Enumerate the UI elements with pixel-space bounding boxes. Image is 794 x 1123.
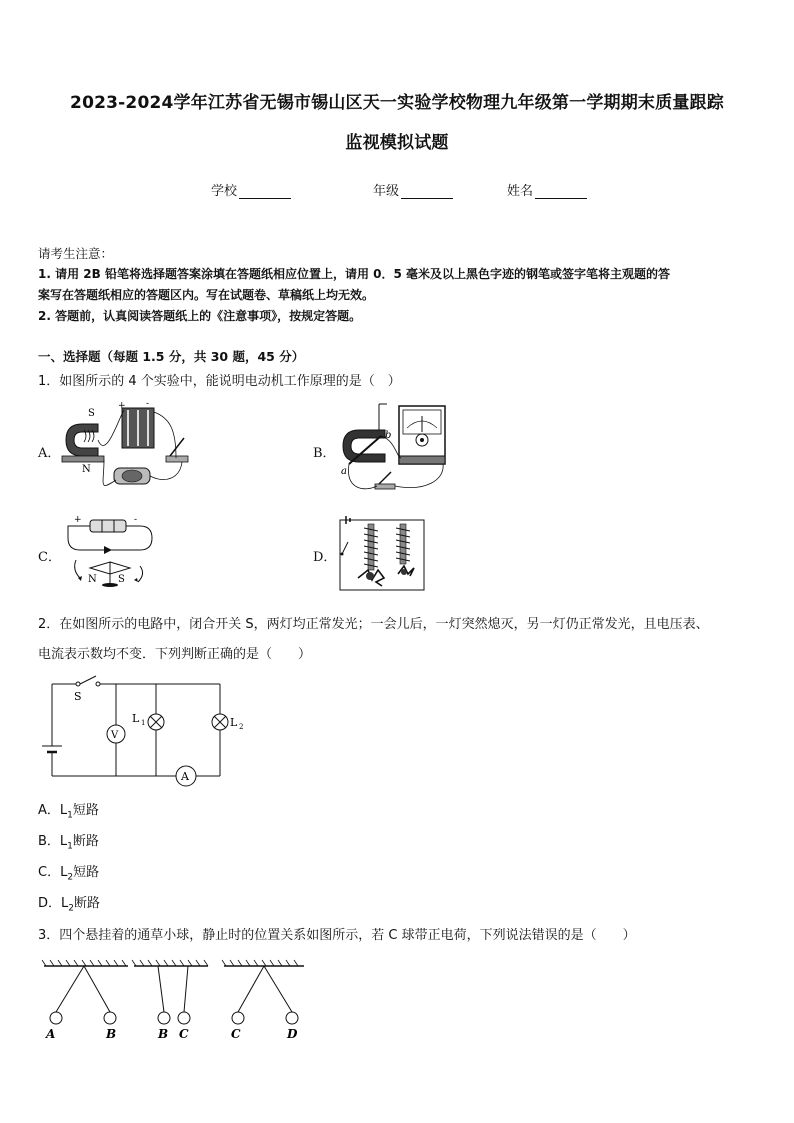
- q2-label-l1-sub: 1: [141, 719, 146, 727]
- q3-ball-label-a: A: [46, 1027, 56, 1041]
- q1-option-d-label: D．: [313, 550, 337, 565]
- q1-figure-d: [336, 512, 436, 592]
- name-blank: [535, 185, 587, 199]
- fig-c-label-s: S: [118, 574, 125, 585]
- grade-field: [373, 180, 453, 199]
- page-title-line1: 2023-2024学年江苏省无锡市锡山区天一实验学校物理九年级第一学期期末质量跟踪: [70, 93, 724, 113]
- fig-b-label-a: a: [341, 466, 347, 477]
- q1-option-c-label: C．: [38, 550, 61, 565]
- question-2-stem-line2: 电流表示数均不变．下列判断正确的是（ ）: [38, 647, 312, 662]
- grade-label: 年级: [373, 184, 400, 199]
- q3-ball-label-c2: C: [231, 1027, 241, 1041]
- notice-item1-line1: 1. 请用 2B 铅笔将选择题答案涂填在答题纸相应位置上，请用 0．5 毫米及以上黑色字迹的钢笔或签字笔将主观题的答: [38, 267, 670, 281]
- fig-a-label-s: S: [88, 408, 95, 419]
- school-blank: [239, 185, 291, 199]
- q2-voltmeter-label: V: [111, 730, 119, 741]
- school-label: 学校: [211, 184, 238, 199]
- fig-c-label-minus: -: [134, 515, 138, 525]
- q2-option-a: A．$L_1$短路: [38, 803, 99, 821]
- notice-item1-line2: 案写在答题纸相应的答题区内。写在试题卷、草稿纸上均无效。: [38, 288, 375, 302]
- q1-figure-a: [58, 400, 198, 498]
- q2-option-b: B．$L_1$断路: [38, 834, 99, 852]
- name-field: [507, 180, 587, 199]
- notice-item2: 2. 答题前，认真阅读答题纸上的《注意事项》，按规定答题。: [38, 309, 362, 323]
- q1-option-a-label: A．: [38, 446, 61, 461]
- fig-a-label-plus: +: [118, 401, 126, 411]
- q3-ball-label-d: D: [287, 1027, 298, 1041]
- fig-a-label-minus: -: [146, 400, 150, 409]
- q2-option-d: D．$L_2$断路: [38, 896, 101, 914]
- q1-figure-b: [335, 400, 455, 498]
- fig-b-label-b: b: [385, 430, 392, 441]
- q2-ammeter-label: A: [181, 770, 189, 783]
- q2-option-c: C．$L_2$短路: [38, 865, 100, 883]
- question-1-stem: 1．如图所示的 4 个实验中，能说明电动机工作原理的是（ ）: [38, 374, 401, 389]
- q2-label-l1: L: [132, 712, 140, 725]
- q3-hanging-balls-diagram: [38, 958, 308, 1048]
- fig-a-label-n: N: [82, 464, 91, 475]
- fig-c-label-plus: +: [74, 515, 82, 525]
- question-3-stem: 3．四个悬挂着的通草小球，静止时的位置关系如图所示，若 C 球带正电荷，下列说法错误的是（ ）: [38, 928, 636, 943]
- q2-label-s: S: [74, 690, 82, 703]
- grade-blank: [401, 185, 453, 199]
- q3-ball-label-c1: C: [179, 1027, 189, 1041]
- school-field: [211, 180, 291, 199]
- q2-label-l2-sub: 2: [239, 723, 244, 731]
- q1-figure-c: [60, 508, 160, 588]
- page-title-line2: 监视模拟试题: [345, 133, 449, 153]
- q3-ball-label-b1: B: [106, 1027, 117, 1041]
- notice-heading: 请考生注意：: [38, 246, 114, 261]
- q2-label-l2: L: [230, 716, 238, 729]
- q1-option-b-label: B．: [313, 446, 336, 461]
- question-2-stem-line1: 2．在如图所示的电路中，闭合开关 S，两灯均正常发光；一会儿后，一灯突然熄灭，另一灯仍正常发光，且电压表、: [38, 617, 709, 632]
- q3-ball-label-b2: B: [158, 1027, 169, 1041]
- name-label: 姓名: [507, 184, 534, 199]
- section-heading: 一、选择题（每题 1.5 分，共 30 题，45 分）: [38, 349, 305, 364]
- fig-c-label-n: N: [88, 574, 97, 585]
- q2-circuit-diagram: [40, 668, 260, 788]
